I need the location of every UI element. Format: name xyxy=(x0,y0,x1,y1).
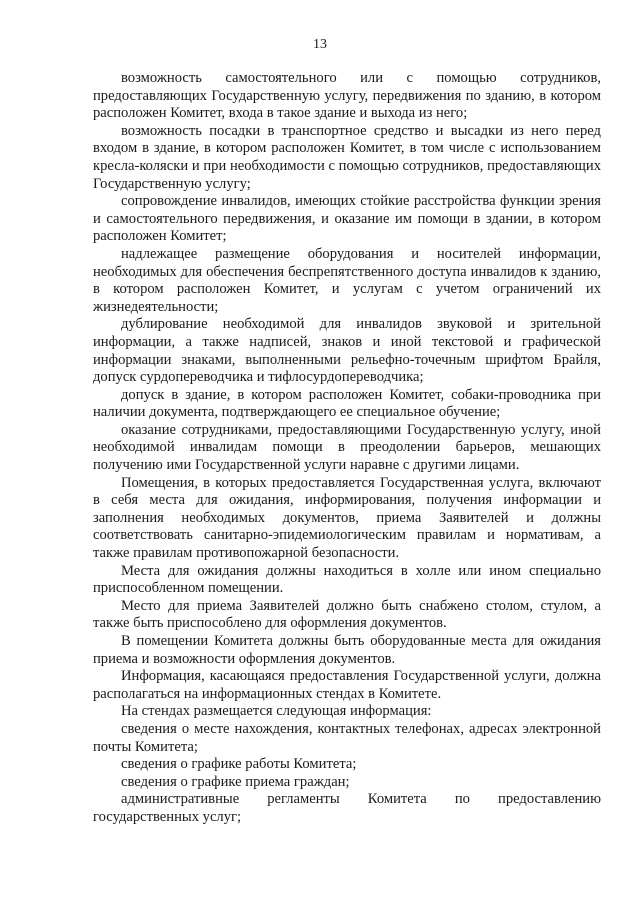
paragraph: Места для ожидания должны находиться в холле или ином специально приспособленном помещении. xyxy=(93,562,601,597)
paragraph: Информация, касающаяся предоставления Государственной услуги, должна располагаться на информационных стендах в Комитете. xyxy=(93,668,601,702)
paragraph: сведения о графике приема граждан; xyxy=(121,773,350,790)
paragraph: В помещении Комитета должны быть оборудованные места для ожидания приема и возможности оформления документов. xyxy=(93,633,601,667)
paragraph: На стендах размещается следующая информация: xyxy=(121,703,432,720)
paragraph: Место для приема Заявителей должно быть снабжено столом, стулом, а также быть приспособлено для оформления документов. xyxy=(93,597,601,632)
paragraph: сведения о графике работы Комитета; xyxy=(121,756,357,773)
paragraph: возможность посадки в транспортное средство и высадки из него перед входом в здание, в котором расположен Комитет, в том числе с использованием кресла-коляски и при необходимости с помощью сотрудников, предоставляющих Государственную услугу; xyxy=(93,122,601,192)
paragraph: надлежащее размещение оборудования и носителей информации, необходимых для обеспечения беспрепятственного доступа инвалидов к зданию, в котором расположен Комитет, и услугам с учетом ограничений их жизнедеятельности; xyxy=(93,245,601,315)
paragraph: допуск в здание, в котором расположен Комитет, собаки-проводника при наличии документа, подтверждающего ее специальное обучение; xyxy=(93,386,601,421)
body-text xyxy=(93,70,601,827)
paragraph: возможность самостоятельного или с помощью сотрудников, предоставляющих Государственную услугу, передвижения по зданию, в котором расположен Комитет, входа в такое здание и выхода из него; xyxy=(93,70,601,122)
page-number: 13 xyxy=(313,37,327,52)
paragraph: Помещения, в которых предоставляется Государственная услуга, включают в себя места для ожидания, информирования, получения информации и заполнения необходимых документов, приема Заявителей и должны соответствовать санитарно-эпидемиологическим правилам и нормативам, а также правилам противопожарной безопасности. xyxy=(93,474,601,562)
paragraph: оказание сотрудниками, предоставляющими Государственную услугу, иной необходимой инвалидам помощи в преодолении барьеров, мешающих получению ими Государственной услуги наравне с другими лицами. xyxy=(93,421,601,474)
paragraph: дублирование необходимой для инвалидов звуковой и зрительной информации, а также надписей, знаков и иной текстовой и графической информации знаками, выполненными рельефно-точечным шрифтом Брайля, допуск сурдопереводчика и тифлосурдопереводчика; xyxy=(93,316,601,386)
paragraph: сведения о месте нахождения, контактных телефонах, адресах электронной почты Комитета; xyxy=(93,720,601,755)
paragraph: административные регламенты Комитета по предоставлению государственных услуг; xyxy=(93,791,601,825)
paragraph: сопровождение инвалидов, имеющих стойкие расстройства функции зрения и самостоятельного передвижения, и оказание им помощи в здании, в котором расположен Комитет; xyxy=(93,193,601,245)
